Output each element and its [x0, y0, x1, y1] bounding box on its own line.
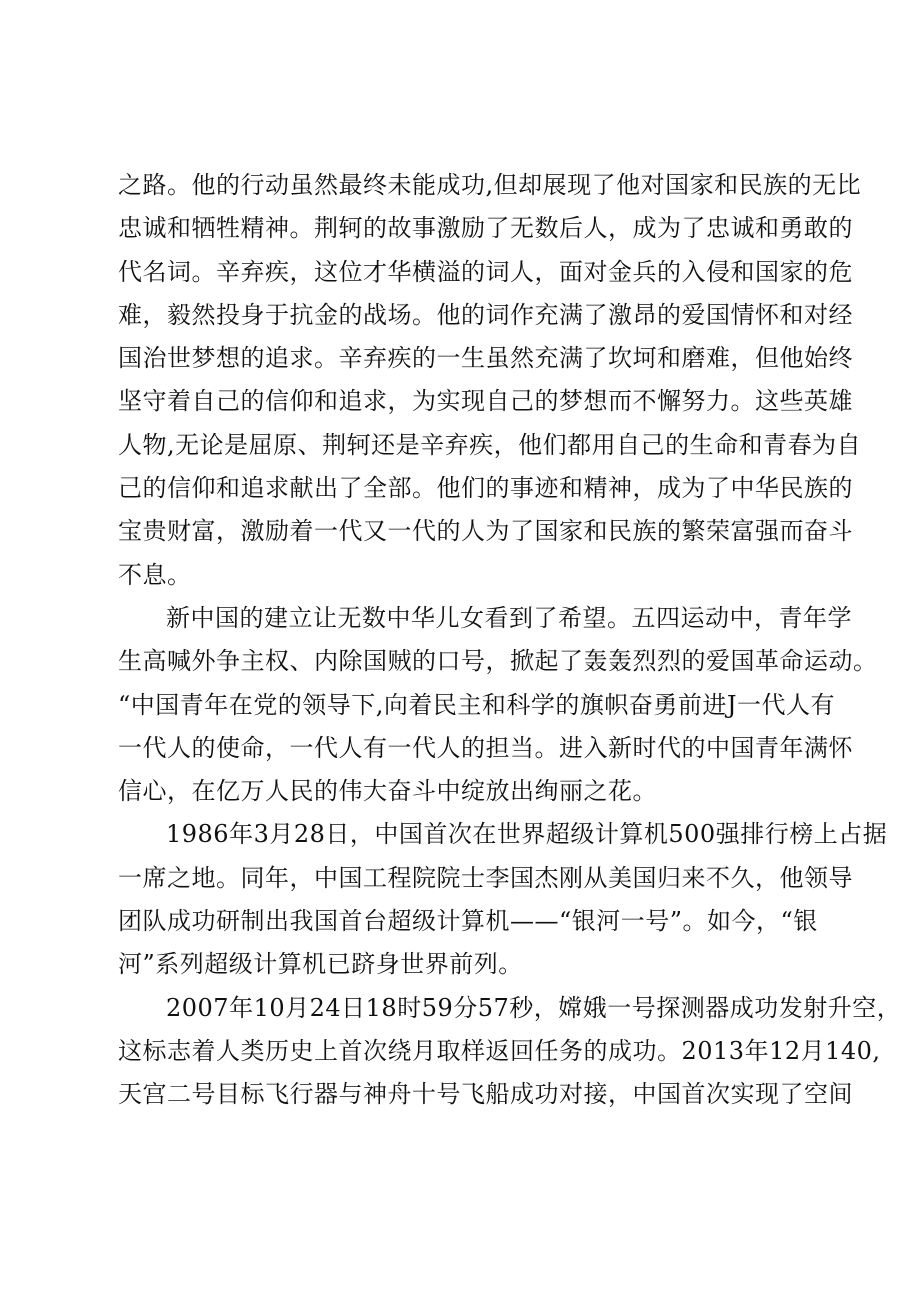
text-line: 国治世梦想的追求。辛弃疾的一生虽然充满了坎坷和磨难，但他始终 [118, 344, 853, 373]
text-line: 己的信仰和追求献出了全部。他们的事迹和精神，成为了中华民族的 [118, 474, 853, 503]
paragraph [118, 813, 888, 986]
text-line: 团队成功研制出我国首台超级计算机——“银河一号”。如今，“银 [118, 907, 818, 936]
text-line: 宝贵财富，激励着一代又一代的人为了国家和民族的繁荣富强而奋斗 [118, 517, 853, 546]
text-line: 人物,无论是屈原、荆轲还是辛弃疾，他们都用自己的生命和青春为自 [118, 430, 862, 459]
text-line: 天宫二号目标飞行器与神舟十号飞船成功对接，中国首次实现了空间 [118, 1080, 853, 1109]
text-line: 这标志着人类历史上首次绕月取样返回任务的成功。2013年12月140, [118, 1036, 881, 1065]
paragraph [118, 164, 862, 597]
text-line: 河”系列超级计算机已跻身世界前列。 [118, 950, 523, 979]
text-line: 代名词。辛弃疾，这位才华横溢的词人，面对金兵的入侵和国家的危 [118, 257, 853, 286]
text-line: 新中国的建立让无数中华儿女看到了希望。五四运动中，青年学 [166, 603, 852, 632]
text-line: 一代人的使命，一代人有一代人的担当。进入新时代的中国青年满怀 [118, 733, 853, 762]
text-line: 坚守着自己的信仰和追求，为实现自己的梦想而不懈努力。这些英雄 [118, 387, 853, 416]
text-line: 一席之地。同年，中国工程院院士李国杰刚从美国归来不久，他领导 [118, 863, 853, 892]
body-text [118, 164, 902, 1117]
text-line: 2007年10月24日18时59分57秒，嫦娥一号探测器成功发射升空， [166, 993, 902, 1022]
paragraph [118, 597, 878, 813]
text-line: 生高喊外争主权、内除国贼的口号，掀起了轰轰烈烈的爱国革命运动。 [118, 647, 878, 676]
text-line: 1986年3月28日，中国首次在世界超级计算机500强排行榜上占据 [166, 820, 888, 849]
text-line: 信心，在亿万人民的伟大奋斗中绽放出绚丽之花。 [118, 777, 657, 806]
text-line: “中国青年在党的领导下,向着民主和科学的旗帜奋勇前进J一代人有 [118, 690, 836, 719]
text-line: 不息。 [118, 560, 192, 589]
text-line: 之路。他的行动虽然最终未能成功,但却展现了他对国家和民族的无比 [118, 171, 862, 199]
paragraph [118, 987, 902, 1117]
text-line: 忠诚和牺牲精神。荆轲的故事激励了无数后人，成为了忠诚和勇敢的 [118, 214, 853, 243]
text-line: 难，毅然投身于抗金的战场。他的词作充满了激昂的爱国情怀和对经 [118, 300, 853, 329]
